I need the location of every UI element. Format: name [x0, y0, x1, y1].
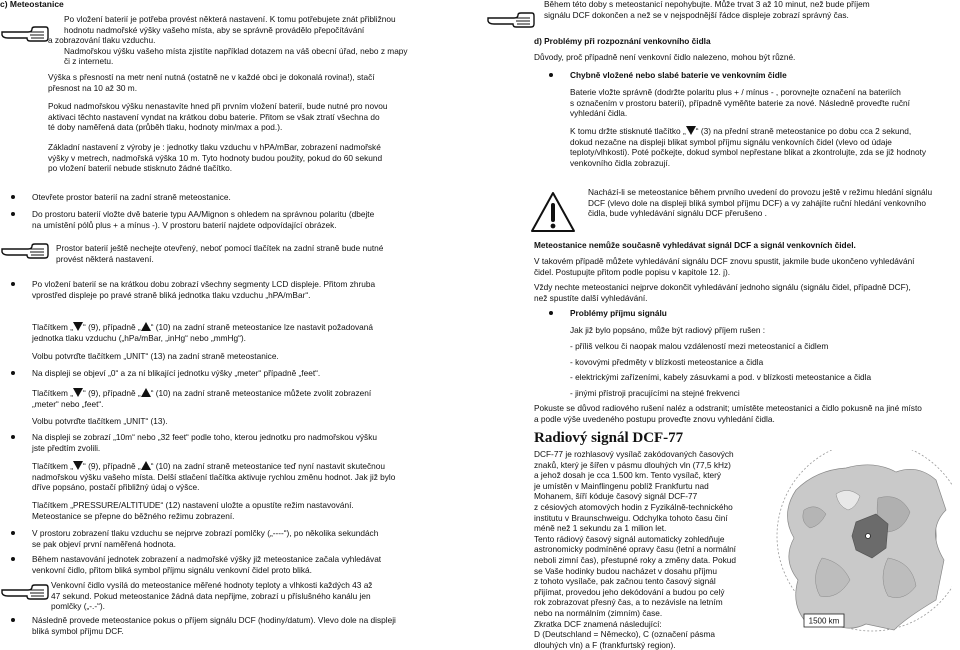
up-arrow-icon — [141, 461, 151, 470]
d-intro: Důvody, proč případně není venkovní čidlo nalezeno, mohou být různé. — [534, 52, 796, 62]
dcf-text-line: se Vaše hodinky budou nacházet v dosahu příjmu — [534, 565, 717, 576]
dcf-text-line: Zkratka DCF znamená následující: — [534, 618, 662, 629]
list-item: Po vložení baterií se na krátkou dobu zobrazí všechny segmenty LCD displeje. Přitom zhruba vprostřed displeje po pravé straně bliká jednotka tlaku vzduchu „hPA/mBar“. — [32, 279, 376, 300]
range-label: 1500 km — [808, 616, 840, 626]
warning-note: Pokud nadmořskou výšku nenastavíte hned při prvním vložení baterií, bude nutné pro novou aktivaci těchto nastavení vyndat na krátkou dobu baterie. Přitom se však ztratí všechna do té doby naměřená data (průběh tlaku, hodnoty min/max a pod.). — [48, 101, 388, 133]
list-item: Otevřete prostor baterií na zadní straně meteostanice. — [32, 192, 231, 202]
europe-map-image — [776, 450, 952, 645]
battery-compartment-note: Prostor baterií ještě nechejte otevřený, neboť pomocí tlačítek na zadní straně bude nutné provést některá nastavení. — [56, 243, 384, 264]
accuracy-note: Výška s přesností na metr není nutná (ostatně ne v každé obci je dokonalá rovina!), stačí přesnost na 10 až 30 m. — [48, 72, 375, 93]
dcf-text-line: institutu v Braunschweigu. Odchylka tohoto času činí — [534, 512, 728, 523]
restart-dcf-text: V takovém případě můžete vyhledávání signálu DCF znovu spustit, jakmile bude ukončeno vyhledávání čidel. Postupujte přitom podle popisu v kapitole 12. j). — [534, 256, 915, 277]
dcf-description — [534, 449, 769, 650]
manual-search-text: K tomu držte stisknuté tlačítko „ “ (3) na přední straně meteostanice po dobu cca 2 sekund, dokud nezačne na displeji blikat symbol příjmu signálu venkovních čidel (vlevo od údaje teploty/vlhkosti). Poté počkejte, dokud symbol nepřestane blikat a zkontrolujte, zda se již hodnoty venkovního čidla zobrazují. — [570, 126, 927, 168]
interference-outro: Pokuste se důvod radiového rušení naléz a odstranit; umístěte meteostanici a čidlo pokusně na jiné místo a podle výše uvedeného postupu proveďte znovu vyhledání čidla. — [534, 403, 922, 424]
list-item: Chybně vložené nebo slabé baterie ve venkovním čidle — [570, 70, 787, 80]
pointing-hand-icon — [0, 580, 50, 602]
down-arrow-icon — [73, 322, 83, 331]
list-item: Do prostoru baterií vložte dvě baterie typu AA/Mignon s ohledem na správnou polaritu (dbejte na umístění pólů plus + a mínus -). V prostoru baterií najdete odpovídající obrázek. — [32, 209, 375, 230]
dcf-text-line: nebo na normálním (zimním) čase. — [534, 607, 663, 618]
sequence-text: Vždy nechte meteostanici nejprve dokončit vyhledávání jednoho signálu (signálu čidel, případně DCF), než spustíte další vyhledávání. — [534, 282, 911, 303]
dcf-wait-note: Během této doby s meteostanicí nepohybujte. Může trvat 3 až 10 minut, než bude příjem signálu DCF dokončen a než se v nejspodnější řádce displeje zobrazí správný čas. — [544, 0, 870, 20]
up-arrow-icon — [141, 388, 151, 397]
pointing-hand-icon — [0, 239, 50, 261]
section-heading-d: d) Problémy při rozpoznání venkovního čidla — [534, 36, 711, 46]
dcf-text-line: DCF-77 je rozhlasový vysílač zakódovaných časových — [534, 449, 734, 459]
dcf-text-line: z césiových atomových hodin z Fyzikálně-technického — [534, 501, 733, 512]
down-arrow-icon — [73, 388, 83, 397]
interference-item: - příliš velkou či naopak malou vzdáleností mezi meteostanicí a čidlem — [570, 341, 829, 351]
unit-confirm-text: Volbu potvrďte tlačítkem „UNIT“ (13) na zadní straně meteostanice. — [32, 351, 279, 361]
dcf-text-line: astronomicky podmíněné opravy času (letní a normální — [534, 544, 736, 555]
list-item: Problémy příjmu signálu — [570, 308, 667, 318]
pointing-hand-icon — [0, 22, 50, 44]
altitude-value-instruction: Tlačítkem „ “ (9), případně „ “ (10) na zadní straně meteostanice teď nyní nastavit skutečnou nadmořskou výšku vašeho místa. Delší stlačení tlačítka aktivuje rychlou změnu hodnot. Jak již bylo dříve popsáno, postačí přibližný údaj o výšce. — [32, 461, 396, 493]
pressure-altitude-instruction: Tlačítkem „PRESSURE/ALTITUDE“ (12) nastavení uložte a opustíte režim nastavování. Meteostanice se přepne do běžného režimu zobrazení. — [32, 500, 354, 521]
dcf-text-line: D (Deutschland = Německo), C (označení pásma — [534, 629, 715, 640]
default-settings-note: Základní nastavení z výroby je : jednotky tlaku vzduchu v hPA/mBar, zobrazení nadmořské výšky v metrech, nadmořská výška 10 m. Tyto hodnoty budou použity, pokud do 60 sekund po vložení baterií nebude stisknuto žádné tlačítko. — [48, 142, 383, 174]
dcf-text-line: Mohanem, šíří kóduje časový signál DCF-77 — [534, 491, 698, 502]
list-item: V prostoru zobrazení tlaku vzduchu se nejprve zobrazí pomlčky („----“), po několika sekundách se pak objeví první naměřená hodnota. — [32, 528, 379, 549]
interference-item: - jinými přístroji pracujícími na stejné frekvenci — [570, 388, 740, 398]
list-item: Na displeji se zobrazí „10m“ nebo „32 feet“ podle toho, kterou jednotku pro nadmořskou výšku jste předtím zvolili. — [32, 432, 377, 453]
dcf-text-line: neboli zimní čas), přestupné roky a změny data. Pokud — [534, 554, 736, 565]
dcf-title: Radiový signál DCF-77 — [534, 430, 684, 446]
dcf-text-line: přijímat, provedou jeho dekódování a budou po celý — [534, 586, 725, 597]
down-arrow-icon — [686, 126, 696, 135]
sensor-interval-note: Venkovní čidlo vysílá do meteostanice měřené hodnoty teploty a vlhkosti každých 43 až 47 sekund. Pokud meteostanice žádná data nepřijme, zobrazí u příslušného kanálu jen pomlčky („-.-“). — [51, 580, 373, 612]
interference-item: - elektrickými zařízeními, kabely zásuvkami a pod. v blízkosti meteostanice a čidla — [570, 372, 872, 382]
list-item: Během nastavování jednotek zobrazení a nadmořské výšky již meteostanice začala vyhledávat venkovní čidlo, přitom bliká symbol příjmu signálu venkovní čidel proto bliká. — [32, 554, 382, 575]
parallel-search-warning: Meteostanice nemůže současně vyhledávat signál DCF a signál venkovních čidel. — [534, 240, 856, 250]
dcf-text-line: znaků, který je šířen v pásmu dlouhých vln (77,5 kHz) — [534, 459, 731, 470]
dcf-text-line: z tohoto vysílače, pak začnou tento časový signál — [534, 576, 716, 587]
dcf-text-line: a jehož dosah je cca 1.500 km. Tento vysílač, který — [534, 470, 722, 481]
section-heading-c: c) Meteostanice — [0, 0, 64, 9]
list-item: Následně provede meteostanice pokus o příjem signálu DCF (hodiny/datum). Vlevo dole na displeji bliká symbol příjmu DCF. — [32, 615, 396, 636]
interference-intro: Jak již bylo popsáno, může být radiový příjem rušen : — [570, 325, 766, 335]
dcf-interrupt-note: Nachází-li se meteostanice během prvního uvedení do provozu ještě v režimu hledání signálu DCF (vlevo dole na displeji bliká symbol příjmu DCF) a vy zahájíte ruční hledání venkovního čidla, bude vyhledávání signálu DCF přerušeno . — [588, 187, 933, 219]
pointing-hand-icon — [486, 8, 536, 30]
dcf-text-line: rok zobrazovat přesný čas, a to nezávisle na letním — [534, 597, 723, 608]
altitude-unit-instruction: Tlačítkem „ “ (9), případně „ “ (10) na zadní straně meteostanice můžete zvolit zobrazení „meter“ nebo „feet“. — [32, 388, 372, 409]
warning-triangle-icon — [530, 191, 576, 236]
dcf-text-line: dlouhých vln) a F (frankfurtský region). — [534, 639, 676, 650]
list-item: Na displeji se objeví „0“ a za ní blikající jednotku výšky „meter“ případně „feet“. — [32, 368, 321, 378]
battery-fix-text: Baterie vložte správně (dodržte polaritu plus + / mínus - , porovnejte označení na bateriích s označením v prostoru baterií), případně vyměňte baterie za nové. Následně proveďte ruční vyhledání čidla. — [570, 87, 910, 119]
intro-text: Po vložení baterií je potřeba provést některá nastavení. K tomu potřebujete znát přibližnou hodnotu nadmořské výšky vašeho místa, aby se správně provádělo přepočítávání a zobrazování tlaku vzduchu. Nadmořskou výšku vašeho místa zjistíte například dotazem na váš obecní úřad, nebo z mapy či z internetu. — [48, 14, 408, 67]
units-instruction: Tlačítkem „ “ (9), případně „ “ (10) na zadní straně meteostanice lze nastavit požadovaná jednotka tlaku vzduchu („hPa/mBar, „inHg“ nebo „mmHg“). — [32, 322, 373, 343]
dcf-text-line: je umístěn v Mainflingenu poblíž Frankfurtu nad — [534, 480, 709, 491]
down-arrow-icon — [73, 461, 83, 470]
unit-confirm-text: Volbu potvrďte tlačítkem „UNIT“ (13). — [32, 416, 168, 426]
dcf-text-line: Tento rádiový časový signál automaticky zohledňuje — [534, 533, 725, 544]
dcf-text-line: méně než 1 sekundu za 1 milion let. — [534, 523, 667, 534]
interference-item: - kovovými předměty v blízkosti meteostanice a čidla — [570, 357, 764, 367]
up-arrow-icon — [141, 322, 151, 331]
